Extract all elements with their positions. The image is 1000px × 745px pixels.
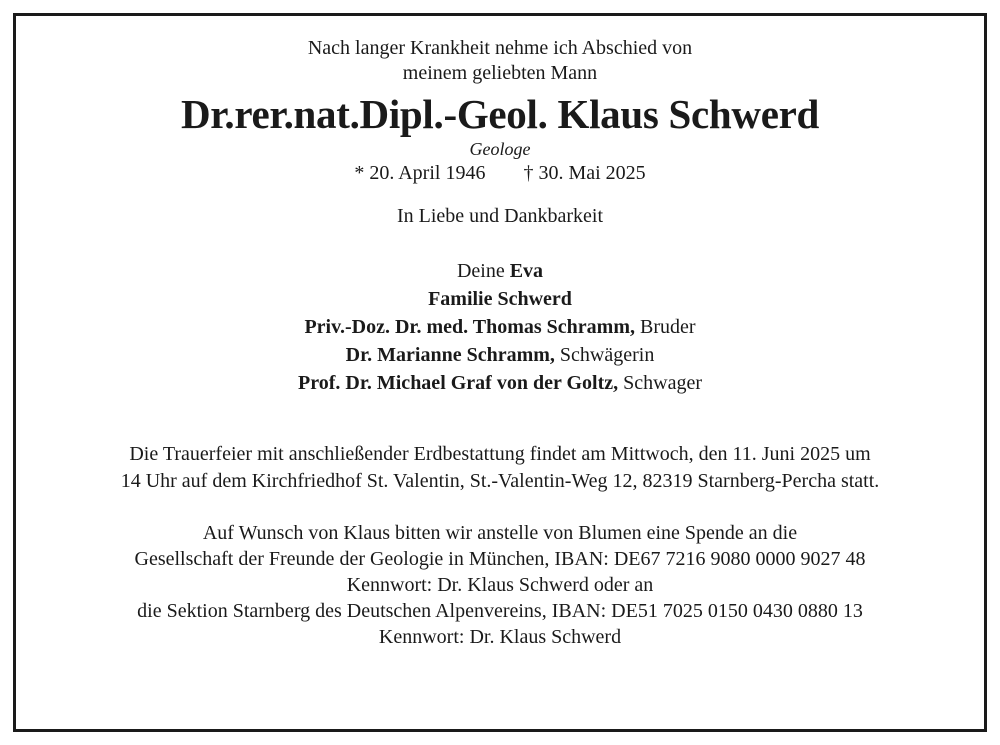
deceased-name: Dr.rer.nat.Dipl.-Geol. Klaus Schwerd — [180, 91, 819, 137]
funeral-info — [16, 441, 984, 495]
funeral-line-2: 14 Uhr auf dem Kirchfriedhof St. Valentin, St.-Valentin-Weg 12, 82319 Starnberg-Percha statt. — [120, 470, 880, 492]
wife-line — [16, 257, 984, 285]
mourner-entry — [16, 369, 984, 397]
life-dates — [16, 160, 984, 186]
donation-info — [16, 520, 984, 650]
mourners-list — [16, 257, 984, 397]
mourner-entry — [16, 313, 984, 341]
mourner-relation: Schwager — [623, 372, 702, 394]
donation-line-2: Gesellschaft der Freunde der Geologie in München, IBAN: DE67 7216 9080 0000 9027 48 — [134, 548, 866, 570]
funeral-line-1: Die Trauerfeier mit anschließender Erdbestattung findet am Mittwoch, den 11. Juni 2025 um — [129, 443, 871, 465]
love-line: In Liebe und Dankbarkeit — [396, 205, 604, 227]
deceased-profession: Geologe — [469, 139, 531, 159]
family-line — [16, 285, 984, 313]
birth-date: * 20. April 1946 — [354, 162, 486, 184]
donation-line-5: Kennwort: Dr. Klaus Schwerd — [378, 626, 622, 648]
mourner-name: Dr. Marianne Schramm, — [345, 344, 555, 366]
intro-line-2: meinem geliebten Mann — [402, 62, 598, 84]
family-name: Familie Schwerd — [428, 288, 572, 310]
death-date: † 30. Mai 2025 — [523, 162, 646, 184]
intro-line-1: Nach langer Krankheit nehme ich Abschied von — [307, 37, 693, 59]
donation-line-3: Kennwort: Dr. Klaus Schwerd oder an — [346, 574, 654, 596]
mourner-entry — [16, 341, 984, 369]
donation-line-4: die Sektion Starnberg des Deutschen Alpenvereins, IBAN: DE51 7025 0150 0430 0880 13 — [137, 600, 863, 622]
donation-line-1: Auf Wunsch von Klaus bitten wir anstelle von Blumen eine Spende an die — [202, 522, 798, 544]
wife-name: Eva — [509, 260, 544, 282]
obituary-notice — [16, 36, 984, 650]
mourner-relation: Bruder — [640, 316, 696, 338]
intro-text — [16, 36, 984, 86]
mourner-name: Priv.-Doz. Dr. med. Thomas Schramm, — [304, 316, 635, 338]
wife-prefix: Deine — [456, 260, 505, 282]
mourner-name: Prof. Dr. Michael Graf von der Goltz, — [298, 372, 619, 394]
mourner-relation: Schwägerin — [559, 344, 655, 366]
